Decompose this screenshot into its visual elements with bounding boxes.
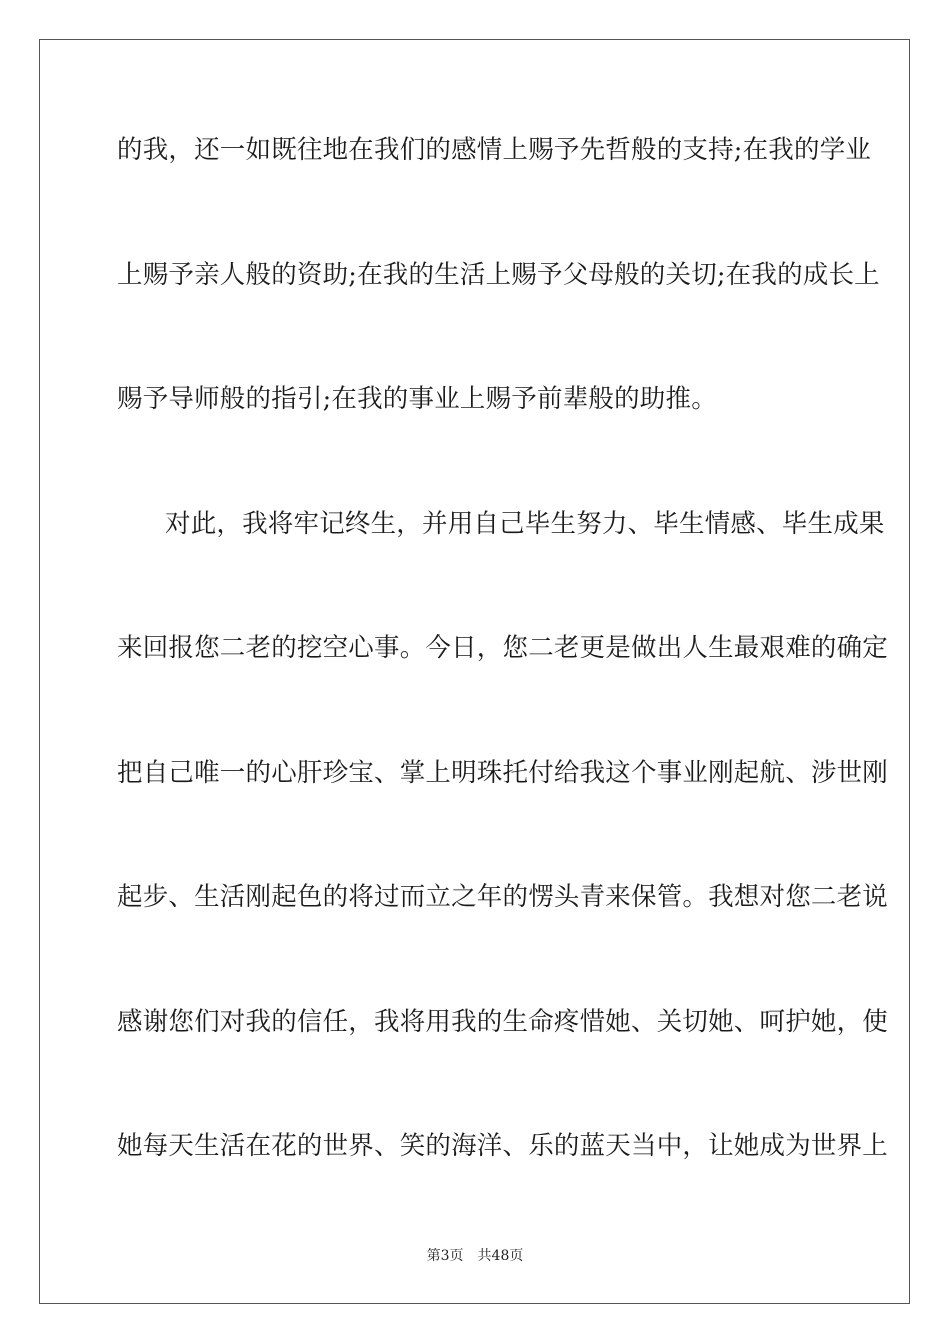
text-line: 上赐予亲人般的资助;在我的生活上赐予父母般的关切;在我的成长上 [117,260,880,290]
page-number: 第3页 [426,1248,464,1264]
page-border [39,39,910,1304]
text-line-paragraph-start: 对此，我将牢记终生，并用自己毕生努力、毕生情感、毕生成果 [165,509,885,539]
page-footer [0,1246,950,1266]
text-line: 的我，还一如既往地在我们的感情上赐予先哲般的支持;在我的学业 [117,135,872,165]
page-total: 共48页 [477,1248,524,1264]
text-line: 她每天生活在花的世界、笑的海洋、乐的蓝天当中，让她成为世界上 [117,1131,889,1161]
text-line: 来回报您二老的挖空心事。今日，您二老更是做出人生最艰难的确定 [117,633,889,663]
text-line: 把自己唯一的心肝珍宝、掌上明珠托付给我这个事业刚起航、涉世刚 [117,758,889,788]
text-line: 感谢您们对我的信任，我将用我的生命疼惜她、关切她、呵护她，使 [117,1007,889,1037]
text-line: 起步、生活刚起色的将过而立之年的愣头青来保管。我想对您二老说 [117,882,889,912]
text-line: 赐予导师般的指引;在我的事业上赐予前辈般的助推。 [117,384,717,414]
